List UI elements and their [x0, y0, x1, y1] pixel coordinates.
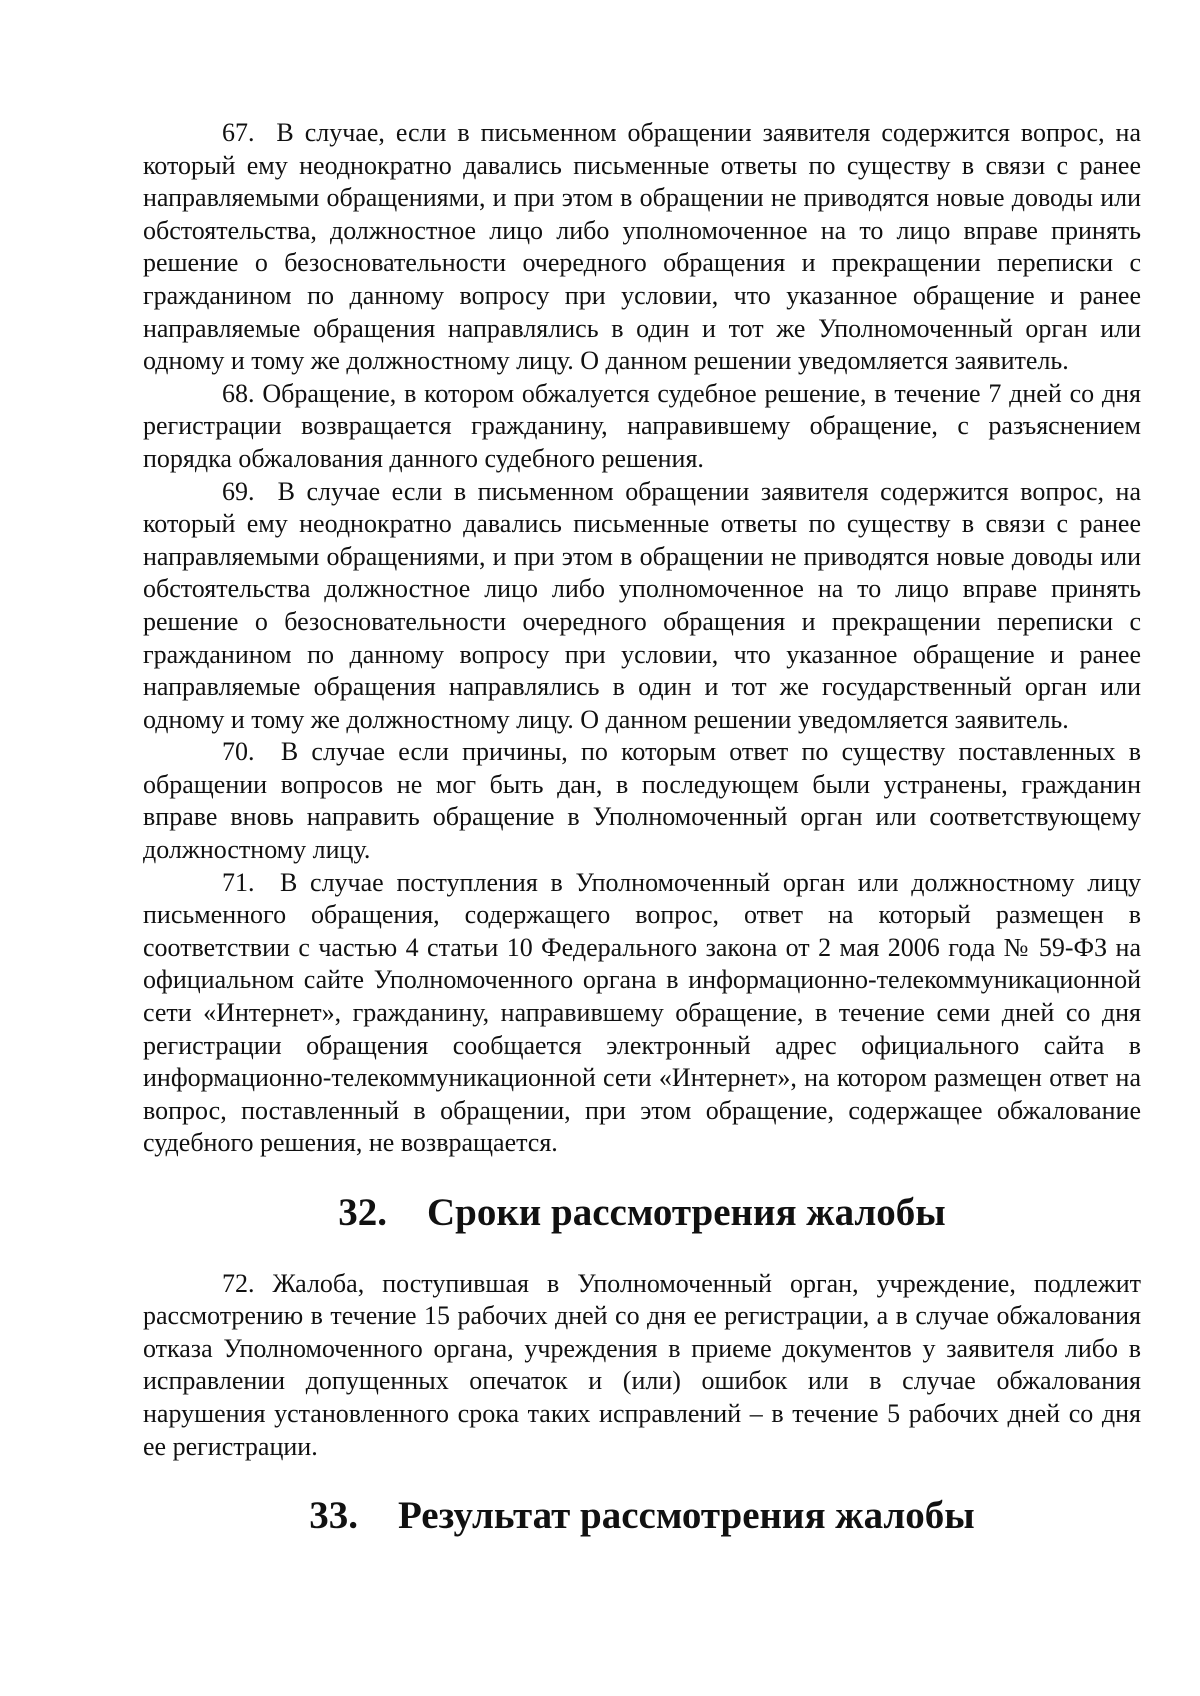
section-number: 33.	[309, 1494, 358, 1538]
paragraph-number: 72.	[222, 1268, 255, 1298]
paragraph-text: Жалоба, поступившая в Уполномоченный орган, учреждение, подлежит рассмотрению в течение 15 рабочих дней со дня ее регистрации, а в случае обжалования отказа Уполномоченного органа, учреждения в приеме документов у заявителя либо в исправлении допущенных опечаток и (или) ошибок или в случае обжалования нарушения установленного срока таких исправлений – в течение 5 рабочих дней со дня ее регистрации.	[143, 1268, 1141, 1461]
section-title: Сроки рассмотрения жалобы	[426, 1191, 946, 1234]
paragraph-text: Обращение, в котором обжалуется судебное решение, в течение 7 дней со дня регистрации возвращается гражданину, направившему обращение, с разъяснением порядка обжалования данного судебного решения.	[143, 378, 1142, 473]
section-heading-33	[143, 1494, 1141, 1538]
paragraph-text: В случае поступления в Уполномоченный орган или должностному лицу письменного обращения, содержащего вопрос, ответ на который размещен в соответствии с частью 4 статьи 10 Федерального закона от 2 мая 2006 года № 59-ФЗ на официальном сайте Уполномоченного органа в информационно-телекоммуникационной сети «Интернет», гражданину, направившему обращение, в течение семи дней со дня регистрации обращения сообщается электронный адрес официального сайта в информационно-телекоммуникационной сети «Интернет», на котором размещен ответ на вопрос, поставленный в обращении, при этом обращение, содержащее обжалование судебного решения, не возвращается.	[143, 867, 1141, 1158]
paragraph-number: 70.	[222, 737, 255, 767]
paragraph-70	[143, 736, 1141, 866]
paragraph-number: 69.	[222, 476, 255, 506]
paragraph-72	[143, 1268, 1141, 1464]
paragraph-text: В случае если причины, по которым ответ по существу поставленных в обращении вопросов не мог быть дан, в последующем были устранены, гражданин вправе вновь направить обращение в Уполномоченный орган или соответствующему должностному лицу.	[143, 737, 1141, 865]
section-heading-32	[143, 1191, 1141, 1234]
paragraph-67	[143, 117, 1141, 378]
paragraph-71	[143, 867, 1141, 1160]
paragraph-text: В случае если в письменном обращении заявителя содержится вопрос, на который ему неоднократно давались письменные ответы по существу в связи с ранее направляемыми обращениями, и при этом в обращении не приводятся новые доводы или обстоятельства должностное лицо либо уполномоченное на то лицо вправе принять решение о безосновательности очередного обращения и прекращении переписки с гражданином по данному вопросу при условии, что указанное обращение и ранее направляемые обращения направлялись в один и тот же государственный орган или одному и тому же должностному лицу. О данном решении уведомляется заявитель.	[143, 476, 1141, 734]
paragraph-69	[143, 476, 1141, 737]
paragraph-number: 68.	[222, 378, 255, 408]
paragraph-number: 67.	[222, 118, 255, 147]
paragraph-68	[143, 378, 1141, 476]
document-body	[143, 117, 1142, 1538]
section-number: 32.	[338, 1191, 387, 1234]
paragraph-text: В случае, если в письменном обращении заявителя содержится вопрос, на который ему неоднократно давались письменные ответы по существу в связи с ранее направляемыми обращениями, и при этом в обращении не приводятся новые доводы или обстоятельства, должностное лицо либо уполномоченное на то лицо вправе принять решение о безосновательности очередного обращения и прекращении переписки с гражданином по данному вопросу при условии, что указанное обращение и ранее направляемые обращения направлялись в один и тот же Уполномоченный орган или одному и тому же должностному лицу. О данном решении уведомляется заявитель.	[143, 118, 1141, 376]
paragraph-number: 71.	[222, 867, 255, 897]
section-title: Результат рассмотрения жалобы	[397, 1494, 975, 1538]
